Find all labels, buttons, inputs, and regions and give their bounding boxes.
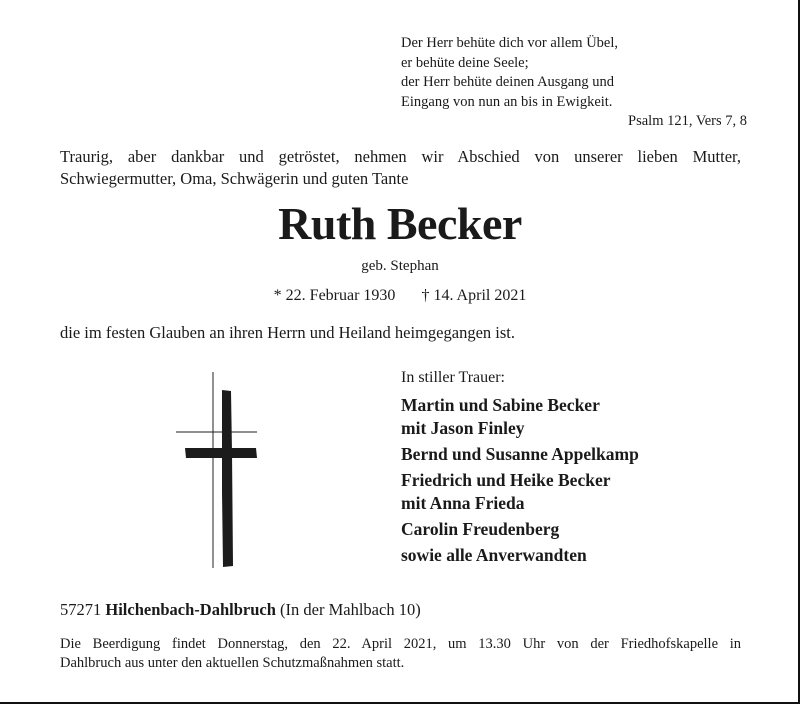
mourner-line: mit Jason Finley: [401, 418, 525, 438]
intro-line: Traurig, aber dankbar und getröstet, nehmen wir Abschied von unserer lieben Mutter,: [60, 147, 741, 166]
postcode: 57271: [60, 600, 102, 619]
intro-line: Schwiegermutter, Oma, Schwägerin und guten Tante: [60, 169, 409, 188]
psalm-line: Eingang von nun an bis in Ewigkeit.: [401, 93, 613, 110]
cross-graphic: [174, 372, 264, 568]
mourner-group: [401, 469, 741, 515]
mourner-line: mit Anna Frieda: [401, 493, 525, 513]
funeral-info: [60, 635, 741, 673]
birth-name: geb. Stephan: [361, 258, 439, 274]
mourner-line: Friedrich und Heike Becker: [401, 470, 611, 490]
funeral-line: Dahlbruch aus unter den aktuellen Schutzmaßnahmen statt.: [60, 655, 405, 671]
psalm-line: er behüte deine Seele;: [401, 54, 529, 71]
intro-text: [60, 146, 741, 190]
mourner-line: Martin und Sabine Becker: [401, 395, 600, 415]
town: Hilchenbach-Dahlbruch: [105, 600, 276, 619]
mourner-group: [401, 518, 741, 541]
cross-icon: [174, 372, 264, 568]
psalm-line: Der Herr behüte dich vor allem Übel,: [401, 35, 619, 51]
birth-date: * 22. Februar 1930: [273, 287, 396, 304]
mourner-line: sowie alle Anverwandten: [401, 545, 587, 565]
psalm-quote: [401, 34, 747, 132]
street: (In der Mahlbach 10): [280, 600, 421, 619]
address-line: [60, 600, 421, 620]
faith-line: die im festen Glauben an ihren Herrn und Heiland heimgegangen ist.: [60, 323, 515, 342]
deceased-name: Ruth Becker: [278, 198, 522, 249]
mourner-group: [401, 443, 741, 466]
life-dates: [0, 286, 800, 306]
mourner-line: Carolin Freudenberg: [401, 519, 560, 539]
mourners-block: [401, 368, 741, 570]
psalm-reference: Psalm 121, Vers 7, 8: [628, 113, 747, 129]
death-date: † 14. April 2021: [421, 287, 527, 304]
cross-bold-vertical: [222, 390, 233, 567]
mourners-heading: In stiller Trauer:: [401, 369, 505, 386]
psalm-line: der Herr behüte deinen Ausgang und: [401, 74, 615, 90]
mourner-group: [401, 394, 741, 440]
mourner-group: [401, 544, 741, 567]
funeral-line: Die Beerdigung findet Donnerstag, den 22. April 2021, um 13.30 Uhr von der Friedhofskapelle in: [60, 636, 741, 652]
cross-bold-horizontal: [185, 448, 257, 458]
mourner-line: Bernd und Susanne Appelkamp: [401, 444, 639, 464]
